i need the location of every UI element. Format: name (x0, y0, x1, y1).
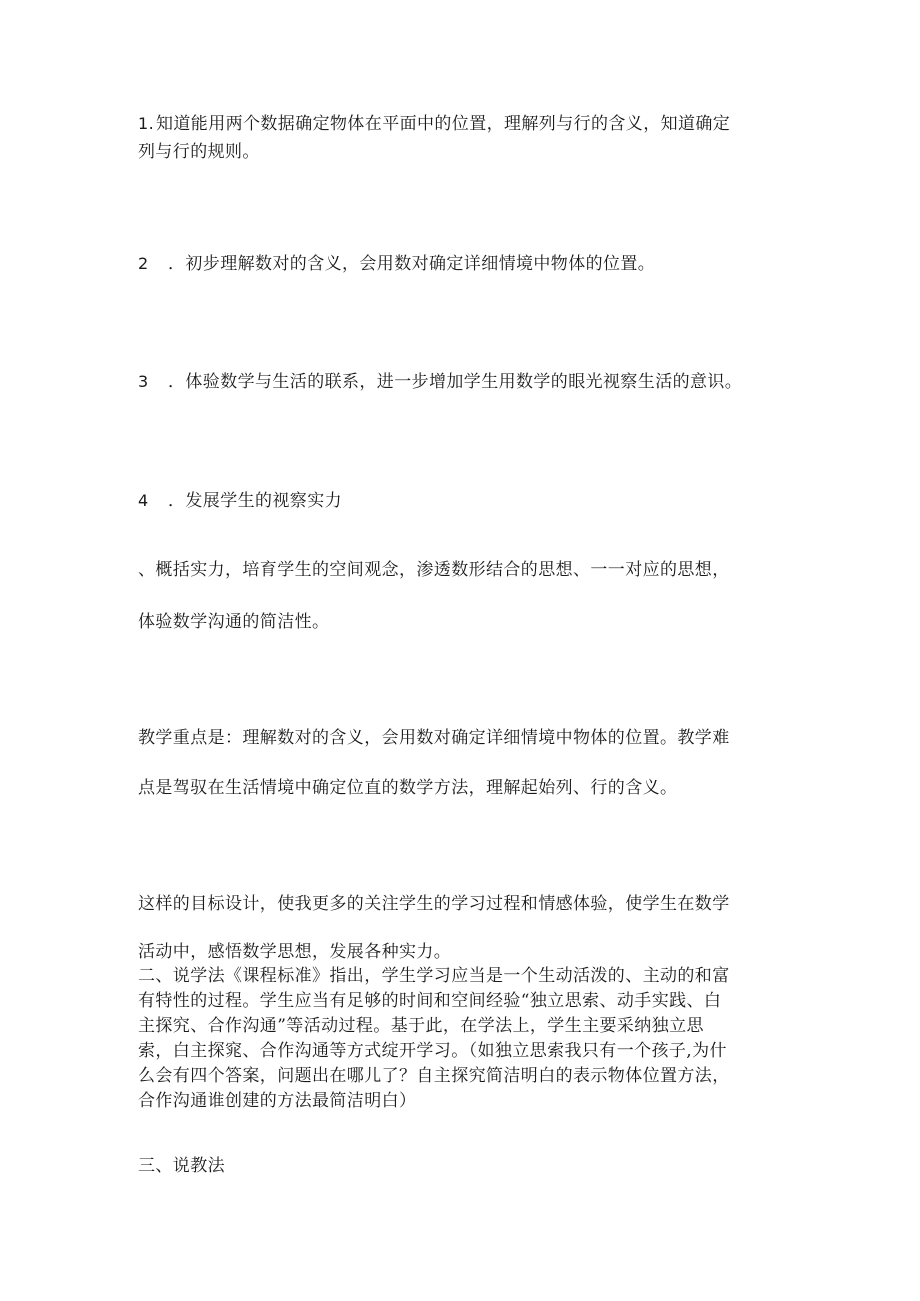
learning-method-line-4: 索，白主探窕、合作沟通等方式绽开学习。（如独立思索我只有一个孩子,为什 (138, 1041, 727, 1061)
learning-method-line-1: 二、说学法《课程标准》指出，学生学习应当是一个生动活泼的、主动的和富 (138, 966, 730, 986)
design-line-2: 活动中，感悟数学思想，发展各种实力。 (138, 942, 452, 962)
learning-method-line-5: 么会有四个答案，问题出在哪儿了？自主探究简洁明白的表示物体位置方法， (138, 1066, 730, 1086)
objective-3-number: 3 (138, 372, 149, 391)
learning-method-line-2: 有特性的过程。学生应当有足够的时间和空间经验“独立思索、动手实践、白 (138, 991, 722, 1011)
design-line-1: 这样的目标设计，使我更多的关注学生的学习过程和情感体验，使学生在数学 (138, 894, 730, 914)
learning-method-line-6: 合作沟通谁创建的方法最简洁明白） (138, 1091, 417, 1111)
objective-4 (138, 489, 342, 513)
objective-3 (138, 370, 742, 394)
teaching-method-heading: 三、说教法 (138, 1156, 225, 1176)
objective-4-number: 4 (138, 491, 149, 510)
objective-2 (138, 252, 655, 276)
objective-2-text: ．初步理解数对的含义，会用数对确定详细情境中物体的位置。 (168, 254, 656, 274)
key-points-line-1: 教学重点是：理解数对的含义，会用数对确定详细情境中物体的位置。教学难 (138, 728, 730, 748)
objective-1-text: 知道能用两个数据确定物体在平面中的位置，理解列与行的含义，知道确定 (156, 114, 731, 134)
objective-4-text: ．发展学生的视察实力 (168, 491, 342, 511)
objective-2-number: 2 (138, 254, 149, 273)
key-points-line-2: 点是驾驭在生活情境中确定位直的数学方法，理解起始列、行的含义。 (138, 778, 678, 798)
objective-4-continuation-line-1: 、概括实力，培育学生的空间观念，渗透数形结合的思想、一一对应的思想， (138, 560, 730, 580)
objective-1-line-2: 列与行的规则。 (138, 142, 260, 162)
objective-4-continuation-line-2: 体验数学沟通的简洁性。 (138, 612, 330, 632)
objective-1-line-1 (138, 112, 730, 136)
learning-method-line-3: 主探究、合作沟通”等活动过程。基于此，在学法上，学生主要采纳独立思 (138, 1016, 704, 1036)
objective-3-text: ．体验数学与生活的联系，进一步增加学生用数学的眼光视察生活的意识。 (168, 372, 743, 392)
objective-1-number: 1. (138, 114, 155, 133)
